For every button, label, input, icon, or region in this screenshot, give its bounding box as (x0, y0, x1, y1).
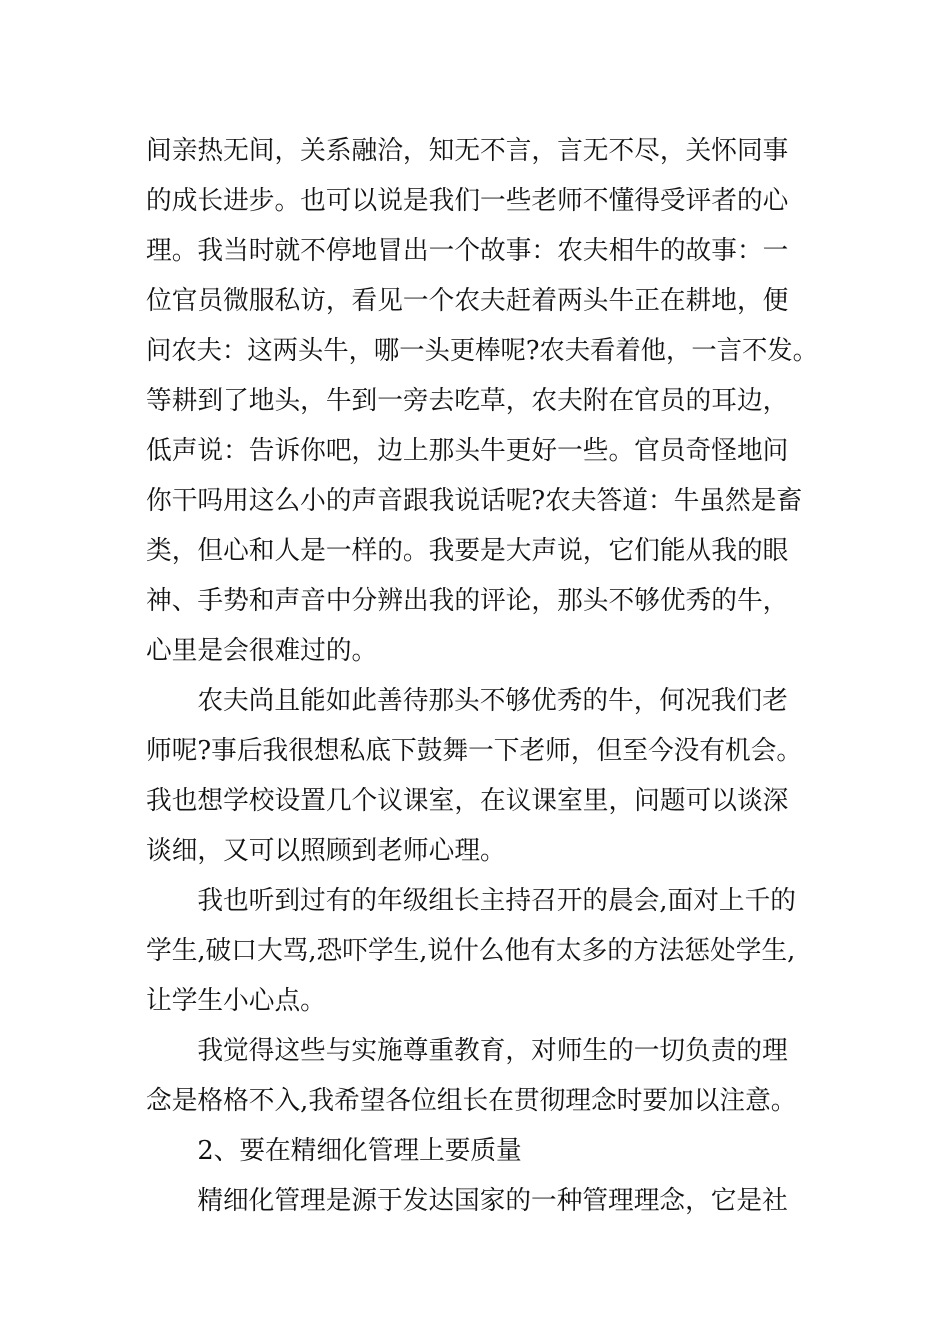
text-line: 我也想学校设置几个议课室，在议课室里，问题可以谈深 (146, 786, 789, 816)
text-line: 的成长进步。也可以说是我们一些老师不懂得受评者的心 (146, 186, 789, 216)
text-line: 问农夫：这两头牛，哪一头更棒呢?农夫看着他，一言不发。 (146, 336, 818, 366)
text-line: 神、手势和声音中分辨出我的评论，那头不够优秀的牛， (146, 586, 789, 616)
text-line: 谈细，又可以照顾到老师心理。 (146, 836, 506, 866)
text-line: 我觉得这些与实施尊重教育，对师生的一切负责的理 (197, 1036, 788, 1066)
text-line: 等耕到了地头，牛到一旁去吃草，农夫附在官员的耳边， (146, 386, 789, 416)
text-line: 类，但心和人是一样的。我要是大声说，它们能从我的眼 (146, 536, 789, 566)
document-body (146, 126, 826, 1226)
text-line: 心里是会很难过的。 (146, 636, 378, 666)
text-line: 你干吗用这么小的声音跟我说话呢?农夫答道：牛虽然是畜 (146, 486, 803, 516)
text-line: 农夫尚且能如此善待那头不够优秀的牛，何况我们老 (197, 686, 788, 716)
text-line: 师呢?事后我很想私底下鼓舞一下老师，但至今没有机会。 (146, 736, 803, 766)
text-line: 位官员微服私访，看见一个农夫赶着两头牛正在耕地，便 (146, 286, 789, 316)
text-line: 间亲热无间，关系融洽，知无不言，言无不尽，关怀同事 (146, 136, 789, 166)
text-line: 精细化管理是源于发达国家的一种管理理念，它是社 (197, 1186, 788, 1216)
text-line: 2、要在精细化管理上要质量 (197, 1136, 522, 1166)
text-line: 让学生小心点。 (146, 986, 326, 1016)
text-line: 低声说：告诉你吧，边上那头牛更好一些。官员奇怪地问 (146, 436, 789, 466)
text-line: 学生,破口大骂,恐吓学生,说什么他有太多的方法惩处学生, (146, 936, 796, 966)
text-line: 念是格格不入,我希望各位组长在贯彻理念时要加以注意。 (146, 1086, 797, 1116)
text-line: 我也听到过有的年级组长主持召开的晨会,面对上千的 (197, 886, 796, 916)
text-line: 理。我当时就不停地冒出一个故事：农夫相牛的故事：一 (146, 236, 789, 266)
